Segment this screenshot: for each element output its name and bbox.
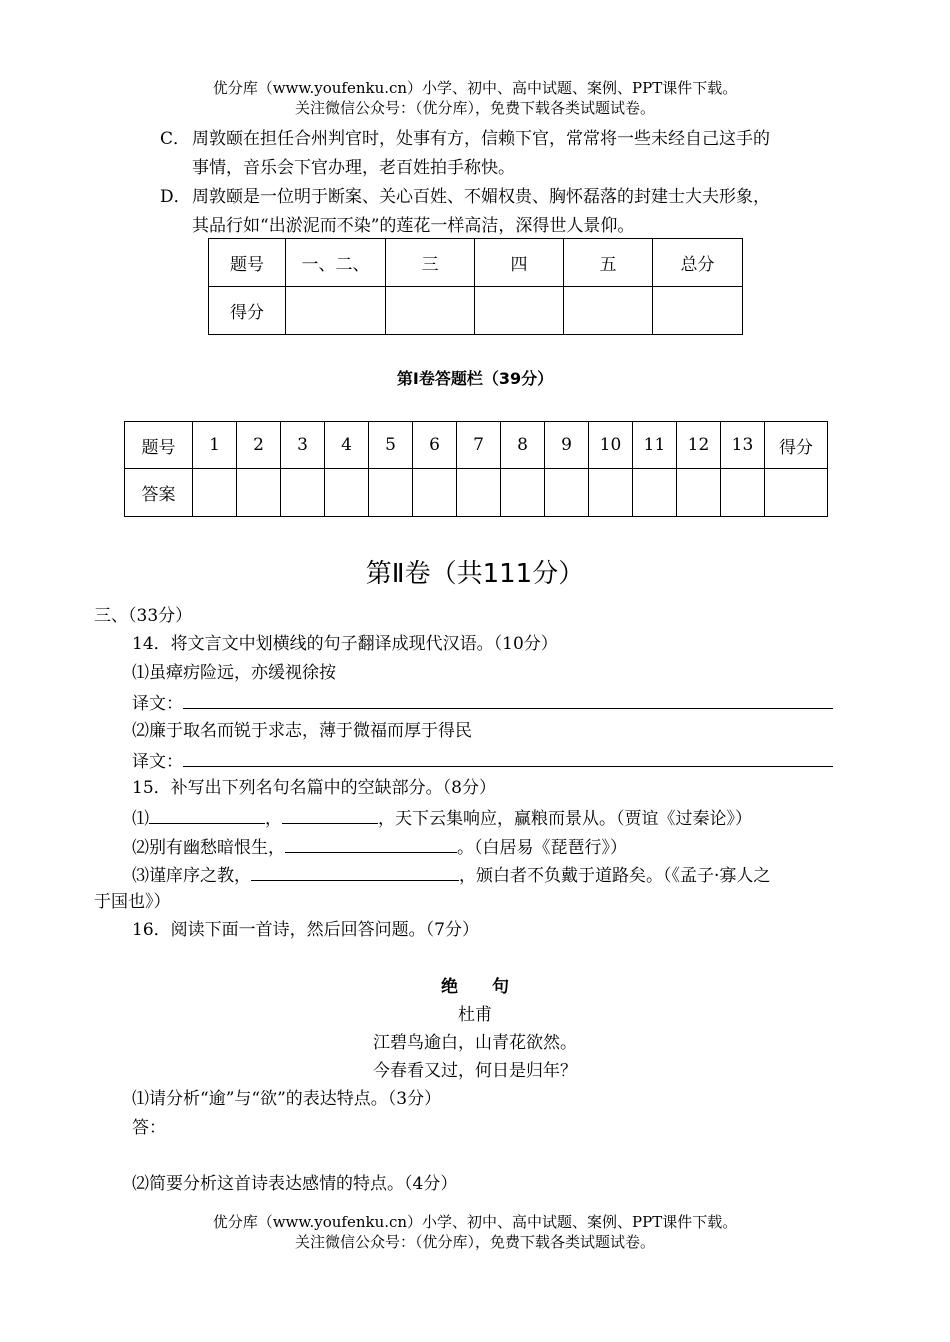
translation-blank[interactable] [183,690,833,709]
q15-1-suffix: ，天下云集响应，赢粮而景从。（贾谊《过秦论》） [378,809,752,829]
answer-header-cell: 12 [677,422,721,469]
q15-2-prefix: ⑵别有幽愁暗恨生， [132,838,285,858]
answer-label: 答： [132,1118,166,1138]
score-cell[interactable] [475,287,564,335]
question-16-1: ⑴请分析“逾”与“欲”的表达特点。（3分） [132,1089,442,1109]
question-16: 16．阅读下面一首诗，然后回答问题。（7分） [132,920,479,940]
poem-line-2: 今春看又过，何日是归年？ [373,1061,577,1081]
answer-table-answer-row [125,469,828,517]
option-c-label: C． [160,129,191,149]
fill-blank[interactable] [251,862,459,881]
answer-header-cell: 9 [545,422,589,469]
option-c-line-2: 事情，音乐会下官办理，老百姓拍手称快。 [192,158,515,178]
question-15-3 [132,862,770,888]
answer-header-cell: 10 [589,422,633,469]
option-d-line-2: 其品行如“出淤泥而不染”的莲花一样高洁，深得世人景仰。 [192,216,635,236]
footer-line-1: 优分库（www.youfenku.cn）小学、初中、高中试题、案例、PPT课件下载。 [212,1213,738,1231]
answer-header-cell: 13 [721,422,765,469]
score-header-cell: 五 [564,239,653,287]
answer-header-cell: 4 [325,422,369,469]
answer-header-cell: 2 [237,422,281,469]
score-cell[interactable] [564,287,653,335]
answer-header-cell: 3 [281,422,325,469]
q15-2-suffix: 。（白居易《琵琶行》） [457,838,627,858]
option-c-line-1: 周敦颐在担任合州判官时，处事有方，信赖下官，常常将一些未经自己这手的 [192,129,770,149]
question-15: 15．补写出下列名句名篇中的空缺部分。（8分） [132,778,496,798]
section-3-heading: 三、（33分） [94,606,193,626]
question-15-1 [132,805,752,831]
answer-cell[interactable] [765,469,828,517]
poem-author: 杜甫 [458,1005,492,1025]
answer-header-cell: 题号 [125,422,193,469]
translation-label: 译文： [132,694,183,714]
question-14: 14．将文言文中划横线的句子翻译成现代汉语。（10分） [132,634,558,654]
q15-1-prefix: ⑴ [132,809,149,829]
answer-cell[interactable] [501,469,545,517]
answer-cell[interactable] [193,469,237,517]
question-16-2: ⑵简要分析这首诗表达感情的特点。（4分） [132,1174,458,1194]
q15-1-mid: ， [265,809,282,829]
score-header-cell: 题号 [209,239,286,287]
answer-cell[interactable] [325,469,369,517]
answer-bar-title: 第Ⅰ卷答题栏（39分） [396,369,554,388]
answer-cell[interactable] [633,469,677,517]
translation-label: 译文： [132,752,183,772]
answer-header-cell: 6 [413,422,457,469]
answer-cell[interactable] [237,469,281,517]
score-cell[interactable] [653,287,743,335]
footer-line-2: 关注微信公众号：（优分库），免费下载各类试题试卷。 [294,1233,655,1251]
option-d-label: D． [160,187,191,207]
answer-table-header-row [125,422,828,469]
score-table [208,238,743,335]
score-row-label: 得分 [209,287,286,335]
fill-blank[interactable] [285,834,457,853]
question-14-1: ⑴虽瘴疠险远，亦缓视徐按 [132,663,336,683]
header-line-1: 优分库（www.youfenku.cn）小学、初中、高中试题、案例、PPT课件下载。 [212,79,738,97]
answer-cell[interactable] [457,469,501,517]
question-14-2: ⑵廉于取名而锐于求志，薄于微福而厚于得民 [132,721,472,741]
score-table-score-row [209,287,743,335]
translation-line-1 [132,690,833,716]
q15-3-suffix: ，颁白者不负戴于道路矣。（《孟子·寡人之 [459,866,771,886]
answer-cell[interactable] [677,469,721,517]
score-cell[interactable] [386,287,475,335]
answer-header-cell: 8 [501,422,545,469]
poem-line-1: 江碧鸟逾白，山青花欲然。 [373,1033,577,1053]
score-header-cell: 四 [475,239,564,287]
score-cell[interactable] [286,287,386,335]
poem-title: 绝 句 [441,977,509,997]
answer-header-cell: 1 [193,422,237,469]
option-d-line-1: 周敦颐是一位明于断案、关心百姓、不媚权贵、胸怀磊落的封建士大夫形象， [192,187,770,207]
question-15-2 [132,834,627,860]
answer-cell[interactable] [369,469,413,517]
translation-blank[interactable] [183,748,833,767]
answer-cell[interactable] [413,469,457,517]
answer-cell[interactable] [721,469,765,517]
fill-blank[interactable] [149,805,265,824]
answer-header-cell: 7 [457,422,501,469]
answer-cell[interactable] [545,469,589,517]
score-header-cell: 三 [386,239,475,287]
answer-header-cell: 11 [633,422,677,469]
answer-table [124,421,828,517]
answer-header-cell: 5 [369,422,413,469]
part-2-title: 第Ⅱ卷（共111分） [365,559,585,589]
score-header-cell: 总分 [653,239,743,287]
answer-cell[interactable] [281,469,325,517]
question-15-3-continued: 于国也》） [94,892,171,912]
score-header-cell: 一、二、 [286,239,386,287]
score-table-header-row [209,239,743,287]
answer-row-label: 答案 [125,469,193,517]
answer-header-cell: 得分 [765,422,828,469]
q15-3-prefix: ⑶谨庠序之教， [132,866,251,886]
answer-cell[interactable] [589,469,633,517]
fill-blank[interactable] [282,805,378,824]
header-line-2: 关注微信公众号：（优分库），免费下载各类试题试卷。 [294,99,655,117]
translation-line-2 [132,748,833,774]
